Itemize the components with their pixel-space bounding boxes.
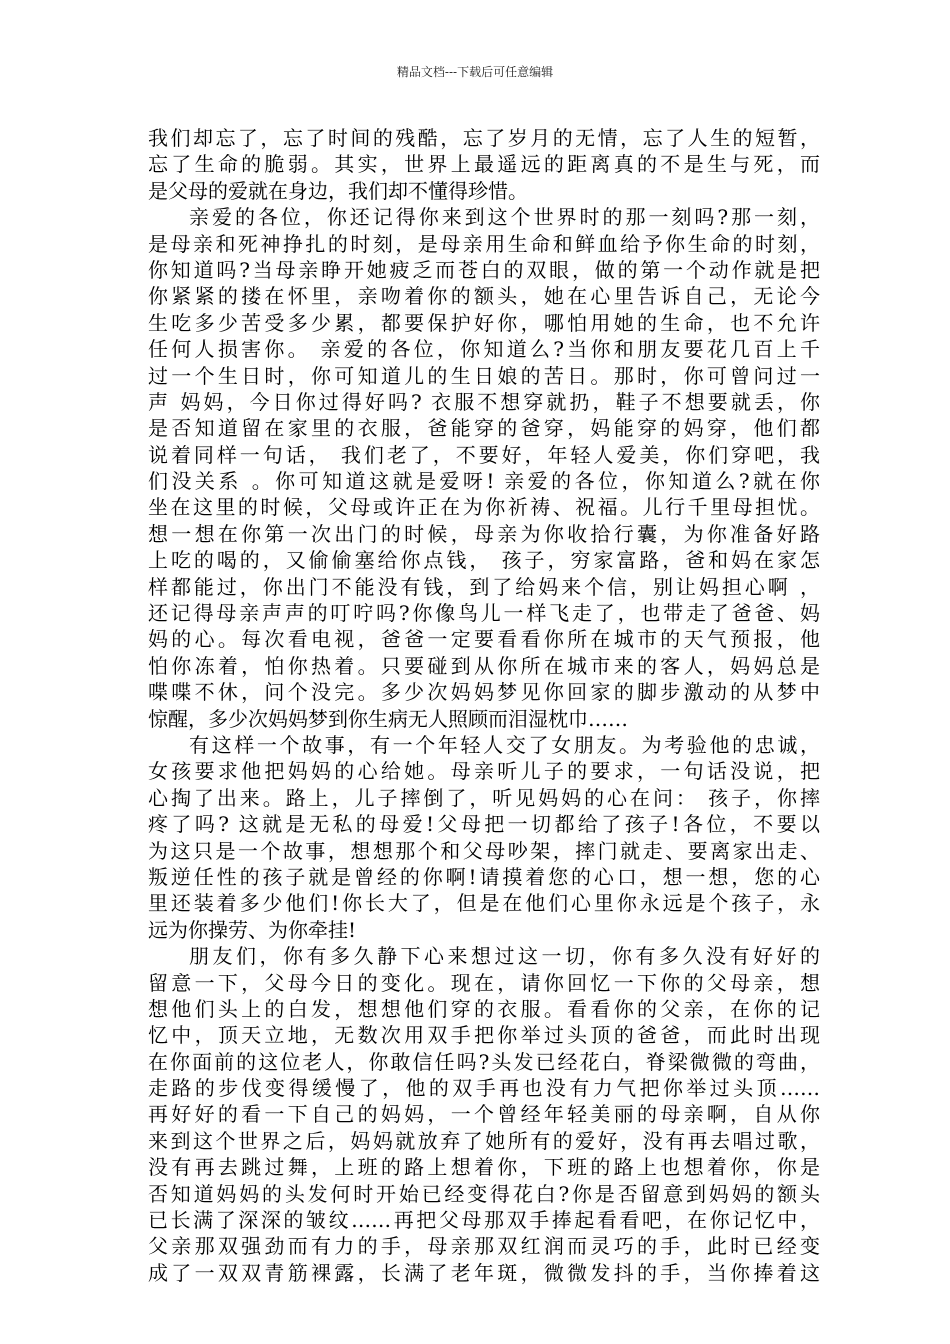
text-line: 已长满了深深的皱纹……再把父母那双手捧起看看吧，在你记忆中， — [148, 1208, 820, 1233]
text-line: 朋友们，你有多久静下心来想过这一切，你有多久没有好好的 — [189, 944, 820, 969]
text-line: 来到这个世界之后，妈妈就放弃了她所有的爱好，没有再去唱过歌， — [148, 1128, 820, 1153]
text-line: 疼了吗? 这就是无私的母爱!父母把一切都给了孩子!各位，不要以 — [148, 812, 820, 837]
text-line: 父亲那双强劲而有力的手，母亲那双红润而灵巧的手，此时已经变 — [148, 1234, 820, 1259]
text-line: 想一想在你第一次出门的时候，母亲为你收拾行囊，为你准备好路 — [148, 521, 820, 546]
text-line: 想他们头上的白发，想想他们穿的衣服。看看你的父亲，在你的记 — [148, 996, 820, 1021]
text-line: 里还装着多少他们!你长大了，但是在他们心里你永远是个孩子，永 — [148, 891, 820, 916]
text-line: 上吃的喝的，又偷偷塞给你点钱， 孩子，穷家富路，爸和妈在家怎 — [148, 548, 820, 573]
text-line: 留意一下，父母今日的变化。现在，请你回忆一下你的父母亲，想 — [148, 970, 820, 995]
text-line: 声 妈妈，今日你过得好吗? 衣服不想穿就扔，鞋子不想要就丢，你 — [148, 389, 820, 414]
text-line: 走路的步伐变得缓慢了，他的双手再也没有力气把你举过头顶…… — [148, 1076, 820, 1101]
text-line: 是父母的爱就在身边，我们却不懂得珍惜。 — [148, 178, 528, 203]
text-line: 忘了生命的脆弱。其实，世界上最遥远的距离真的不是生与死，而 — [148, 152, 820, 177]
text-line: 坐在这里的时候，父母或许正在为你祈祷、祝福。儿行千里母担忧。 — [148, 495, 820, 520]
text-line: 有这样一个故事，有一个年轻人交了女朋友。为考验他的忠诚， — [189, 732, 820, 757]
text-line: 成了一双双青筋裸露，长满了老年斑，微微发抖的手，当你捧着这 — [148, 1260, 820, 1285]
text-line: 叛逆任性的孩子就是曾经的你啊!请摸着您的心口，想一想，您的心 — [148, 864, 820, 889]
text-line: 们没关系 。你可知道这就是爱呀! 亲爱的各位，你知道么?就在你 — [148, 469, 820, 494]
text-line: 在你面前的这位老人，你敢信任吗?头发已经花白，脊梁微微的弯曲， — [148, 1049, 820, 1074]
text-line: 是否知道留在家里的衣服，爸能穿的爸穿，妈能穿的妈穿，他们都 — [148, 416, 820, 441]
document-body — [148, 125, 820, 1286]
text-line: 样都能过，你出门不能没有钱，到了给妈来个信，别让妈担心啊 ， — [148, 574, 820, 599]
text-line: 怕你冻着，怕你热着。只要碰到从你所在城市来的客人，妈妈总是 — [148, 653, 820, 678]
text-line: 再好好的看一下自己的妈妈，一个曾经年轻美丽的母亲啊，自从你 — [148, 1102, 820, 1127]
text-line: 忆中，顶天立地，无数次用双手把你举过头顶的爸爸，而此时出现 — [148, 1023, 820, 1048]
text-line: 亲爱的各位，你还记得你来到这个世界时的那一刻吗?那一刻， — [189, 205, 820, 230]
text-line: 妈的心。每次看电视，爸爸一定要看看你所在城市的天气预报，他 — [148, 627, 820, 652]
text-line: 喋喋不休，问个没完。多少次妈妈梦见你回家的脚步激动的从梦中 — [148, 680, 820, 705]
text-line: 否知道妈妈的头发何时开始已经变得花白?你是否留意到妈妈的额头 — [148, 1181, 820, 1206]
text-line: 你知道吗?当母亲睁开她疲乏而苍白的双眼，做的第一个动作就是把 — [148, 257, 820, 282]
text-line: 任何人损害你。 亲爱的各位，你知道么?当你和朋友要花几百上千 — [148, 337, 820, 362]
text-line: 生吃多少苦受多少累，都要保护好你，哪怕用她的生命，也不允许 — [148, 310, 820, 335]
text-line: 还记得母亲声声的叮咛吗?你像鸟儿一样飞走了，也带走了爸爸、妈 — [148, 601, 820, 626]
text-line: 过一个生日时，你可知道儿的生日娘的苦日。那时，你可曾问过一 — [148, 363, 820, 388]
text-line: 你紧紧的搂在怀里，亲吻着你的额头，她在心里告诉自己，无论今 — [148, 284, 820, 309]
page-header: 精品文档---下载后可任意编辑 — [396, 65, 554, 79]
text-line: 说着同样一句话， 我们老了，不要好，年轻人爱美，你们穿吧，我 — [148, 442, 820, 467]
text-line: 没有再去跳过舞，上班的路上想着你，下班的路上也想着你，你是 — [148, 1155, 820, 1180]
text-line: 远为你操劳、为你牵挂! — [148, 917, 357, 942]
text-line: 是母亲和死神挣扎的时刻，是母亲用生命和鲜血给予你生命的时刻， — [148, 231, 820, 256]
text-line: 惊醒，多少次妈妈梦到你生病无人照顾而泪湿枕巾…… — [148, 706, 628, 731]
text-line: 女孩要求他把妈妈的心给她。母亲听儿子的要求，一句话没说，把 — [148, 759, 820, 784]
text-line: 为这只是一个故事，想想那个和父母吵架，摔门就走、要离家出走、 — [148, 838, 820, 863]
text-line: 我们却忘了，忘了时间的残酷，忘了岁月的无情，忘了人生的短暂， — [148, 126, 820, 150]
text-line: 心掏了出来。路上，儿子摔倒了，听见妈妈的心在问： 孩子，你摔 — [148, 785, 820, 810]
